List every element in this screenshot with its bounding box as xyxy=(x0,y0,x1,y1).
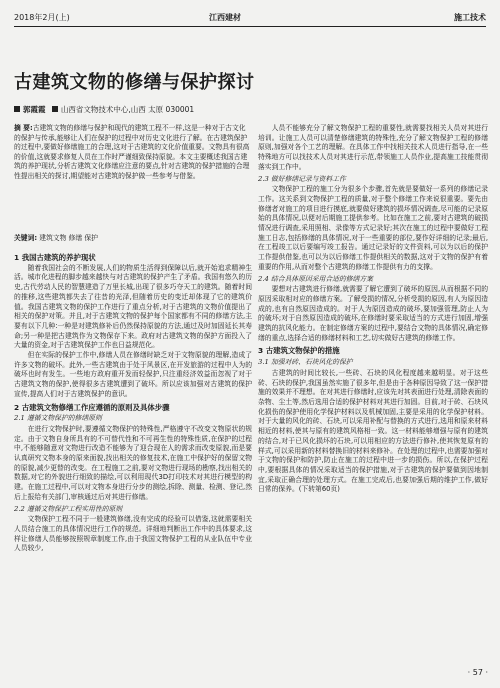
section-heading: 2 古建筑文物修缮工作应遵循的原则及具体步骤 xyxy=(14,402,170,412)
square-bullet-icon xyxy=(52,106,58,112)
keywords-text: 建筑文物 修缮 保护 xyxy=(39,234,98,242)
paragraph: 但在实际的保护工作中,修缮人员在修缮时缺乏对于文物原貌的理解,造成了许多文物的破坏。此外,一些古建筑由于处于风景区,在开发旅游的过程中人为的破坏也时有发生。一些地方政府重开发而轻保护,只注重经济效益而忽视了对于古建筑文物的保护,使得很多古建筑遭到了破坏。所以应该加强对古建筑的保护宣传,提高人们对于古建筑保护的意识。 xyxy=(14,351,252,398)
paragraph: 人员不能够充分了解文物保护工程的重要性,就需要找相关人员对其进行培训。让施工人员可以清楚修缮建筑的特殊性,充分了解文物保护工程的修缮原则,加强对各个工艺的理解。在具体工作中找相关技术人员进行指导,在一些特殊地方可以找技术人员对其进行示范,带领施工人员作业,提高施工技能贯彻落实到工作中。 xyxy=(258,124,488,171)
keywords xyxy=(14,232,252,242)
section-heading: 3 古建筑文物保护的措施 xyxy=(258,346,340,356)
running-header xyxy=(14,8,486,30)
section-name: 施工技术 xyxy=(454,13,486,22)
subsection-heading: 2.3 做好修缮记录与资料工作 xyxy=(258,174,346,183)
paragraph: 要想对古建筑进行修缮,就需要了解它遭到了破坏的原因,从而根据不同的原因采取相对应的修缮方案。了解受损的情况,分析受损的原因,有人为原因造成的,也有自然原因造成的。对于人为原因造成的破坏,要加强管理,防止人为的破坏;对于自然原因造成的破坏,在修缮时要采取适当的方式进行加固,增强建筑的抗风化能力。在制定修缮方案的过程中,要结合文物的具体情况,确定修缮的重点,选择合适的修缮材料和工艺,切实做好古建筑的修缮工作。 xyxy=(258,285,488,342)
paragraph: 文物保护工程的施工分为很多个步骤,首先就是要做好一系列的修缮记录工作。这关系到文物保护工程的质量,对于整个修缮工作来说很重要。要先由修缮者对施工的项目进行摸底,就要做好建筑的损坏情况调查,尽可能的记录原始的具体情况,以便对后期施工提供参考。比如在施工之前,要对古建筑的破损情况进行调查,采用照相、录像等方式记录好;其次在施工的过程中要做好工程施工日志,包括修缮的具体情况,对于一些重要的部位,要作好详细的记录;最后,在工程竣工以后要编写竣工报告。通过记录好的文件资料,可以为以后的保护工作提供借鉴,也可以为以后修缮工作提供相关的数据,这对于文物的保护有着重要的作用,从而对整个古建筑的修缮工作提供有力的支撑。 xyxy=(258,185,488,271)
keywords-label: 关键词: xyxy=(14,234,38,242)
abstract-label: 摘 要: xyxy=(14,124,33,132)
author-name: 郭霞霞 xyxy=(23,105,46,114)
paragraph: 随着我国社会的不断发展,人们的物质生活得到保障以后,就开始追求精神生活。城市化进程的脚步越来越快与对古建筑的保护产生了矛盾。我国有悠久的历史,古代劳动人民的智慧建造了万里长城,出现了很多巧夺天工的建筑。随着时间的推移,这些建筑都失去了往昔的光泽,但随着历史的变迁却体现了它的建筑价值。我国古建筑文物的保护工作进行了重点分析,对于古建筑的文物价值提出了相关的保护对策。并且,对于古建筑文物的保护每个国家都有不同的修缮方法,主要有以下几种:一种是对建筑修补后仍然保持原貌的方法,通过及时加固延长其寿命;另一种是把古建筑作为文物保存下来。政府对古建筑文物的保护方面投入了大量的资金,对于古建筑保护工作也日益规范化。 xyxy=(14,263,252,350)
abstract-text: 古建筑文物的修缮与保护和现代的建筑工程不一样,这是一种对于古文化的保护与传承,能够让人们在保护的过程中对历史文化进行了解。在古建筑保护的过程中,要做好修缮施工的合理,这对于古建筑的文化价值重要。文物具有很高的价值,这就要求修复人员在工作时严谨细致保持原貌。本文主要概述我国古建筑的养护现状,分析古建筑文化修缮应注意的要点,针对古建筑的保护措施的合理性提出相关的探讨,期望能对古建筑的保护做一些参考与借鉴。 xyxy=(14,124,250,180)
article-title: 古建筑文物的修缮与保护探讨 xyxy=(14,72,255,93)
subsection-heading: 2.1 遵循文物保护的修缮原则 xyxy=(14,414,102,423)
abstract xyxy=(14,124,252,182)
subsection-heading: 3.1 加强对砖、石块风化的保护 xyxy=(258,358,353,367)
subsection-heading: 2.2 遵循文物保护工程实用性的原则 xyxy=(14,504,123,513)
paragraph: 在进行文物保护时,要遵循文物保护的特殊性,严格遵守不改变文物原状的规定。由于文物自身所具有的不可替代性和不可再生性的特殊性质,在保护的过程中,不能够随意对文物进行改造不能够为了迎合现在人的需求而改变原貌,而是要认真研究文物本身的原来面貌,找出相关的修复技术,在施工中保护好的保留文物的原貌,减少更替的改变。在工程施工之前,要对文物进行现场的勘察,找出相关的数据,对它的外貌进行细致的描绘,可以利用现代3D打印技术对其进行模型的构建。在施工过程中,可以对文物本身进行分步的测绘,拆除、测量、检测、登记,然后上报给有关部门,审核通过后对其进行修缮。 xyxy=(14,424,252,501)
author-affiliation: 山西省文物技术中心,山西 太原 030001 xyxy=(60,105,195,114)
byline xyxy=(14,104,194,115)
section-heading: 1 我国古建筑的养护现状 xyxy=(14,253,96,262)
subsection-heading: 2.4 结合具体原因采用合适的修缮方案 xyxy=(258,274,373,283)
left-column xyxy=(14,250,252,554)
right-column xyxy=(258,124,488,495)
square-bullet-icon xyxy=(14,106,20,112)
header-rule xyxy=(14,26,486,27)
paragraph: 文物保护工程不同于一般建筑修缮,没有完成的经验可以借鉴,这就需要相关人员结合施工的具体情况进行工作的规范。详细地判断出工作中的具体要求,这样让修缮人员能够按照规章制度工作,由于我国文物保护工程的从业队伍中专业人员较少, xyxy=(14,515,252,553)
journal-name: 江西建材 xyxy=(209,13,241,22)
issue-label: 2018年2月(上) xyxy=(14,13,70,22)
paragraph: 古建筑的时间比较长,一些砖、石块的风化程度越来越明显。对于这些砖、石块的保护,我国虽然实施了很多年,但是由于各种原因导致了这一保护措施的效果并不理想。在对其进行修缮时,应该先对其表面进行处理,清除表面的杂物、尘土等,然后选用合适的保护材料对其进行加固。目前,对于砖、石块风化损伤的保护使用化学保护材料以及机械加固,主要是采用的化学保护材料。对于大量的风化的砖、石块,可以采用补配与替换的方式进行,选用和原来材料相近的材料,使其与原有的建筑风格相一致。这一材料能够增强与原有的建筑的结合,对于已风化损坏的石块,可以用相应的方法进行修补,使其恢复原有的样式,可以采用新的材料替换旧的材料来修补。在处理的过程中,也需要加强对于文物的保护和防护,防止在施工的过程中进一步的损伤。所以,在保护过程中,要根据具体的情况采取适当的保护措施,对于古建筑的保护要做到因地制宜,采取正确合理的处理方式。在施工完成后,也要加强后期的维护工作,做好日常的保养。(下转第60页) xyxy=(258,368,488,494)
page-number: · 57 · xyxy=(467,668,488,677)
